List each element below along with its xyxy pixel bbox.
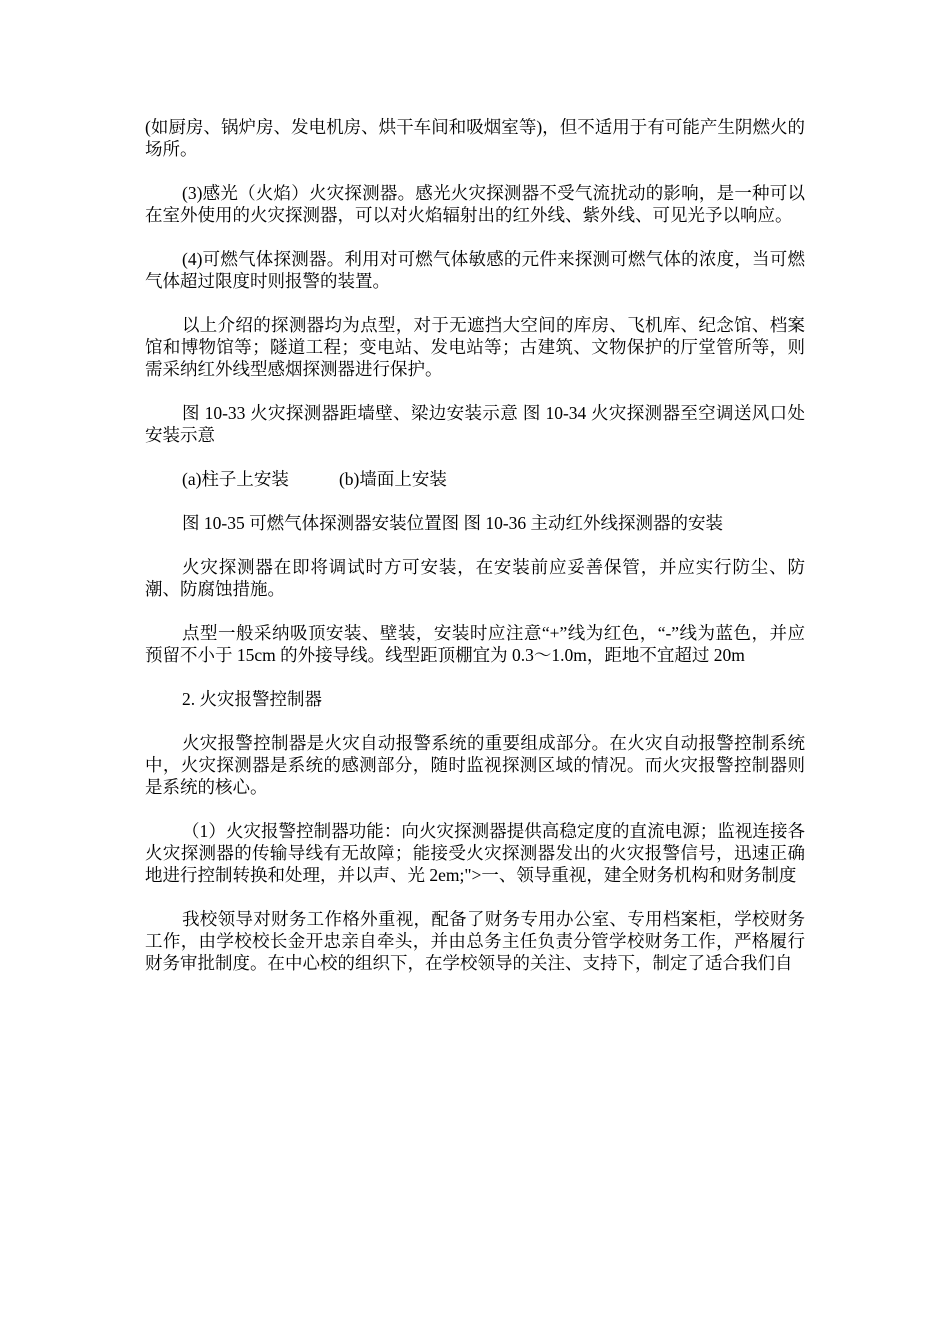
- sub-caption-b: (b)墙面上安装: [338, 469, 447, 489]
- sub-caption-row: [145, 468, 805, 490]
- sub-caption-a: (a)柱子上安装: [182, 469, 289, 489]
- figure-caption-10-33-10-34: 图 10-33 火灾探测器距墙壁、梁边安装示意 图 10-34 火灾探测器至空调送风口处安装示意: [145, 403, 805, 445]
- figure-caption-10-35-10-36: 图 10-35 可燃气体探测器安装位置图 图 10-36 主动红外线探测器的安装: [182, 513, 724, 533]
- paragraph-infrared-detector: 以上介绍的探测器均为点型，对于无遮挡大空间的库房、飞机库、纪念馆、档案馆和博物馆等；隧道工程；变电站、发电站等；古建筑、文物保护的厅堂管所等，则需采纳红外线型感烟探测器进行保护。: [145, 315, 805, 379]
- paragraph-install-method: 点型一般采纳吸顶安装、壁装，安装时应注意“+”线为红色，“-”线为蓝色，并应预留不小于 15cm 的外接导线。线型距顶棚宜为 0.3～1.0m，距地不宜超过 20m: [145, 623, 805, 665]
- section-heading-alarm-controller: 2. 火灾报警控制器: [182, 689, 322, 709]
- paragraph-school-finance: 我校领导对财务工作格外重视，配备了财务专用办公室、专用档案柜，学校财务工作，由学校校长金开忠亲自牵头，并由总务主任负责分管学校财务工作，严格履行财务审批制度。在中心校的组织下，在学校领导的关注、支持下，制定了适合我们自: [145, 909, 805, 973]
- paragraph-gas-detector: (4)可燃气体探测器。利用对可燃气体敏感的元件来探测可燃气体的浓度，当可燃气体超过限度时则报警的装置。: [145, 249, 805, 291]
- paragraph-install-timing: 火灾探测器在即将调试时方可安装，在安装前应妥善保管，并应实行防尘、防潮、防腐蚀措施。: [145, 557, 805, 599]
- paragraph-flame-detector: (3)感光（火焰）火灾探测器。感光火灾探测器不受气流扰动的影响，是一种可以在室外使用的火灾探测器，可以对火焰辐射出的红外线、紫外线、可见光予以响应。: [145, 183, 805, 225]
- paragraph-fire-detector-scope: (如厨房、锅炉房、发电机房、烘干车间和吸烟室等)，但不适用于有可能产生阴燃火的场所。: [145, 117, 805, 159]
- paragraph-alarm-controller-function: （1）火灾报警控制器功能：向火灾探测器提供高稳定度的直流电源；监视连接各火灾探测器的传输导线有无故障；能接受火灾探测器发出的火灾报警信号，迅速正确地进行控制转换和处理，并以声、光 2em;">一、领导重视，建全财务机构和财务制度: [145, 821, 805, 885]
- paragraph-alarm-controller-intro: 火灾报警控制器是火灾自动报警系统的重要组成部分。在火灾自动报警控制系统中，火灾探测器是系统的感测部分，随时监视探测区域的情况。而火灾报警控制器则是系统的核心。: [145, 733, 805, 797]
- document-body: [145, 116, 805, 996]
